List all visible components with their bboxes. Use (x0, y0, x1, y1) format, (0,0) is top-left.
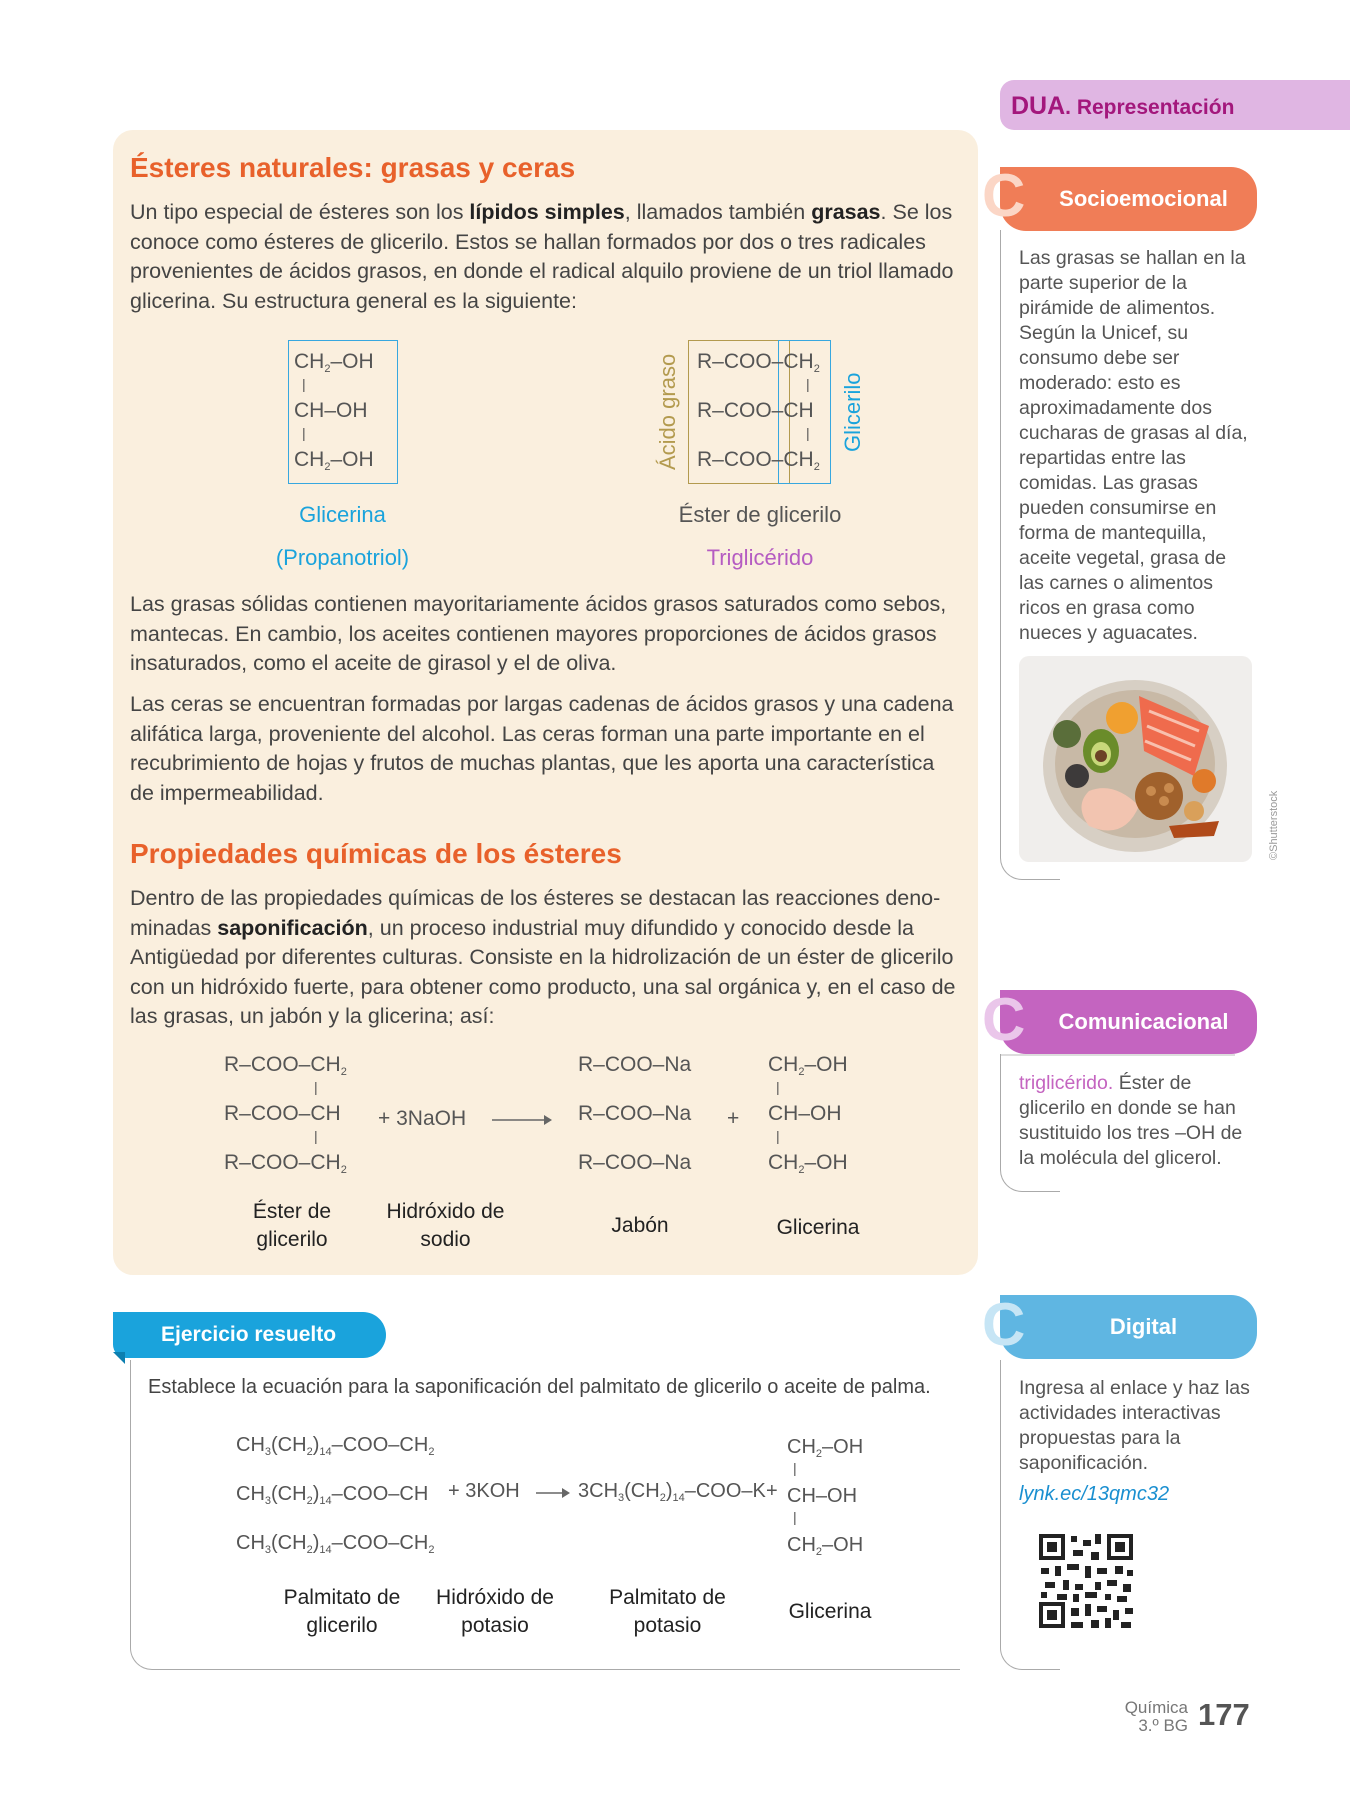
product-glicerina-2: CH–OH (768, 1102, 842, 1125)
digital-text: Ingresa al enlace y haz las actividades interactivas propuestas para la saponificación. (1019, 1377, 1250, 1474)
ejercicio-resuelto-tab: Ejercicio resuelto (113, 1312, 386, 1358)
reactant-row-1: $R-COO-CH_2$ (224, 1053, 347, 1078)
intro-paragraph: Un tipo especial de ésteres son los lípidos simples, llamados también grasas. Se los conoce como ésteres de glicerilo. Estos se hallan formados por dos o tres radicales provenientes de ácidos grasos, en donde el radical alquilo proviene de un triol llamado glicerina. Su estructura general es la siguiente: (130, 200, 954, 313)
tab-fold (113, 1352, 125, 1364)
ex-glicerina-2: CH–OH (787, 1485, 858, 1507)
soap-row-1: R–COO–Na (578, 1053, 692, 1076)
footer-subject: Química (1124, 1698, 1188, 1717)
label-glicerina: Glicerina (776, 1216, 860, 1239)
glicerina-ch2oh-bottom: $CH_2-OH$ (294, 448, 374, 473)
label-ester-glicerilo: Éster de glicerilo (252, 1200, 332, 1251)
label-palmitato-potasio: Palmitato de potasio (609, 1586, 726, 1637)
reaction-arrow (490, 1110, 552, 1130)
photo-credit: ©Shutterstock (1268, 790, 1280, 860)
saponificacion-paragraph: Dentro de las propiedades químicas de los ésteres se destacan las reacciones denominadas saponificación, un proceso industrial muy difundido y conocido desde la Antigüedad por diferentes culturas. Consiste en la hidrolización de un éster de glicerilo con un hidróxido fuerte, para obtener como producto, una sal orgánica y, en el caso de las grasas, un jabón y la glicerina; así: (130, 886, 956, 1028)
grasas-paragraph: Las grasas sólidas contienen mayoritariamente ácidos grasos saturados como sebos, mantecas. En cambio, los aceites contienen mayores proporciones de ácidos grasos insaturados, como el aceite de girasol y el de oliva. (130, 592, 947, 675)
glicerina-choh: CH–OH (294, 399, 368, 422)
digital-header: Digital (1000, 1295, 1257, 1359)
digital-link[interactable]: lynk.ec/13qmc32 (1019, 1483, 1170, 1505)
label-palmitato-glicerilo: Palmitato de glicerilo (283, 1586, 401, 1637)
bond-line: | (314, 1079, 318, 1095)
product-glicerina-1: $CH_2-OH$ (768, 1053, 848, 1078)
ester-glicerilo-label: Éster de glicerilo (678, 502, 842, 527)
glicerina-ch2oh-top: $CH_2-OH$ (294, 350, 374, 375)
label-glicerina-ex: Glicerina (788, 1600, 872, 1623)
glicerilo-label: Glicerilo (840, 372, 865, 452)
soap-row-3: R–COO–Na (578, 1151, 692, 1174)
bond-line: | (776, 1079, 780, 1095)
comu-text: triglicérido. Éster de glicerilo en donde se han sustituido los tres –OH de la molécula del glicerol. (1019, 1072, 1243, 1169)
reactant-row-3: $R-COO-CH_2$ (224, 1151, 347, 1176)
socio-text: Las grasas se hallan en la parte superior de la pirámide de alimentos. Según la Unicef, su consumo debe ser moderado: esto es aproximadamente dos cucharas de grasas al día, repartidas entre las comidas. Las grasas pueden consumirse en forma de mantequilla, aceite vegetal, grasa de las carnes o alimentos ricos en grasa como nueces y aguacates. (1019, 247, 1248, 644)
bond-line: | (302, 376, 306, 392)
trig-row-3: $R-COO-CH_2$ (697, 448, 820, 473)
bond-line: | (793, 1460, 797, 1476)
footer-grade: 3.º BG (1138, 1716, 1188, 1735)
palm-row-3: $CH_3(CH_2)_{14}-COO-CH_2$ (236, 1532, 435, 1556)
ceras-paragraph: Las ceras se encuentran formadas por largas cadenas de ácidos grasos y una cadena alifática larga, proveniente del alcohol. Las ceras forman una parte importante en el recubrimiento de hojas y frutos de muchas plantas, que les aporta una característica de impermeabilidad. (130, 692, 954, 805)
socioemocional-header: Socioemocional (1000, 167, 1257, 231)
palmitato-potasio-formula: $3CH_3(CH_2)_{14}-COO-K$ (578, 1480, 766, 1504)
naoh-reagent: + 3NaOH (378, 1107, 467, 1130)
reactant-row-2: R–COO–CH (224, 1102, 341, 1125)
product-glicerina-3: $CH_2-OH$ (768, 1151, 848, 1176)
bond-line: | (806, 425, 810, 441)
glicerina-label: Glicerina (299, 502, 386, 527)
ex-glicerina-1: $CH_2-OH$ (787, 1436, 864, 1460)
digital-c-icon: C (982, 1291, 1026, 1358)
socio-c-icon: C (982, 162, 1026, 229)
propanotriol-label: (Propanotriol) (275, 545, 410, 570)
exercise-arrow (534, 1484, 570, 1502)
qr-code-icon[interactable] (1037, 1532, 1135, 1630)
label-hidroxido-sodio: Hidróxido de sodio (386, 1200, 505, 1251)
bond-line: | (314, 1128, 318, 1144)
acido-graso-label: Ácido graso (655, 353, 680, 470)
label-hidroxido-potasio: Hidróxido de potasio (436, 1586, 554, 1637)
palm-row-1: $CH_3(CH_2)_{14}-COO-CH_2$ (236, 1434, 435, 1458)
koh-reagent: + 3KOH (448, 1480, 520, 1502)
comu-c-icon: C (982, 986, 1026, 1053)
food-image (1019, 656, 1252, 862)
section-title-propiedades: Propiedades químicas de los ésteres (130, 838, 622, 869)
bond-line: | (806, 376, 810, 392)
palm-row-2: $CH_3(CH_2)_{14}-COO-CH$ (236, 1483, 429, 1507)
exercise-plus: + (766, 1480, 778, 1502)
soap-row-2: R–COO–Na (578, 1102, 692, 1125)
trigliceride-label: Triglicérido (706, 545, 814, 570)
dua-title: DUA. Representación (1011, 92, 1235, 120)
exercise-statement: Establece la ecuación para la saponificación del palmitato de glicerilo o aceite de palma. (148, 1376, 931, 1398)
plus-sign: + (727, 1107, 740, 1130)
bond-line: | (302, 425, 306, 441)
trig-row-2: R–COO–CH (697, 399, 814, 422)
trig-row-1: $R-COO-CH_2$ (697, 350, 820, 375)
label-jabon: Jabón (611, 1214, 669, 1237)
bond-line: | (793, 1509, 797, 1525)
food-bowl-illustration (1019, 656, 1252, 862)
section-title-esteres-naturales: Ésteres naturales: grasas y ceras (130, 152, 576, 183)
comunicacional-header: Comunicacional (1000, 990, 1257, 1054)
page-number: 177 (1198, 1697, 1250, 1732)
bond-line: | (776, 1128, 780, 1144)
ex-glicerina-3: $CH_2-OH$ (787, 1534, 864, 1558)
